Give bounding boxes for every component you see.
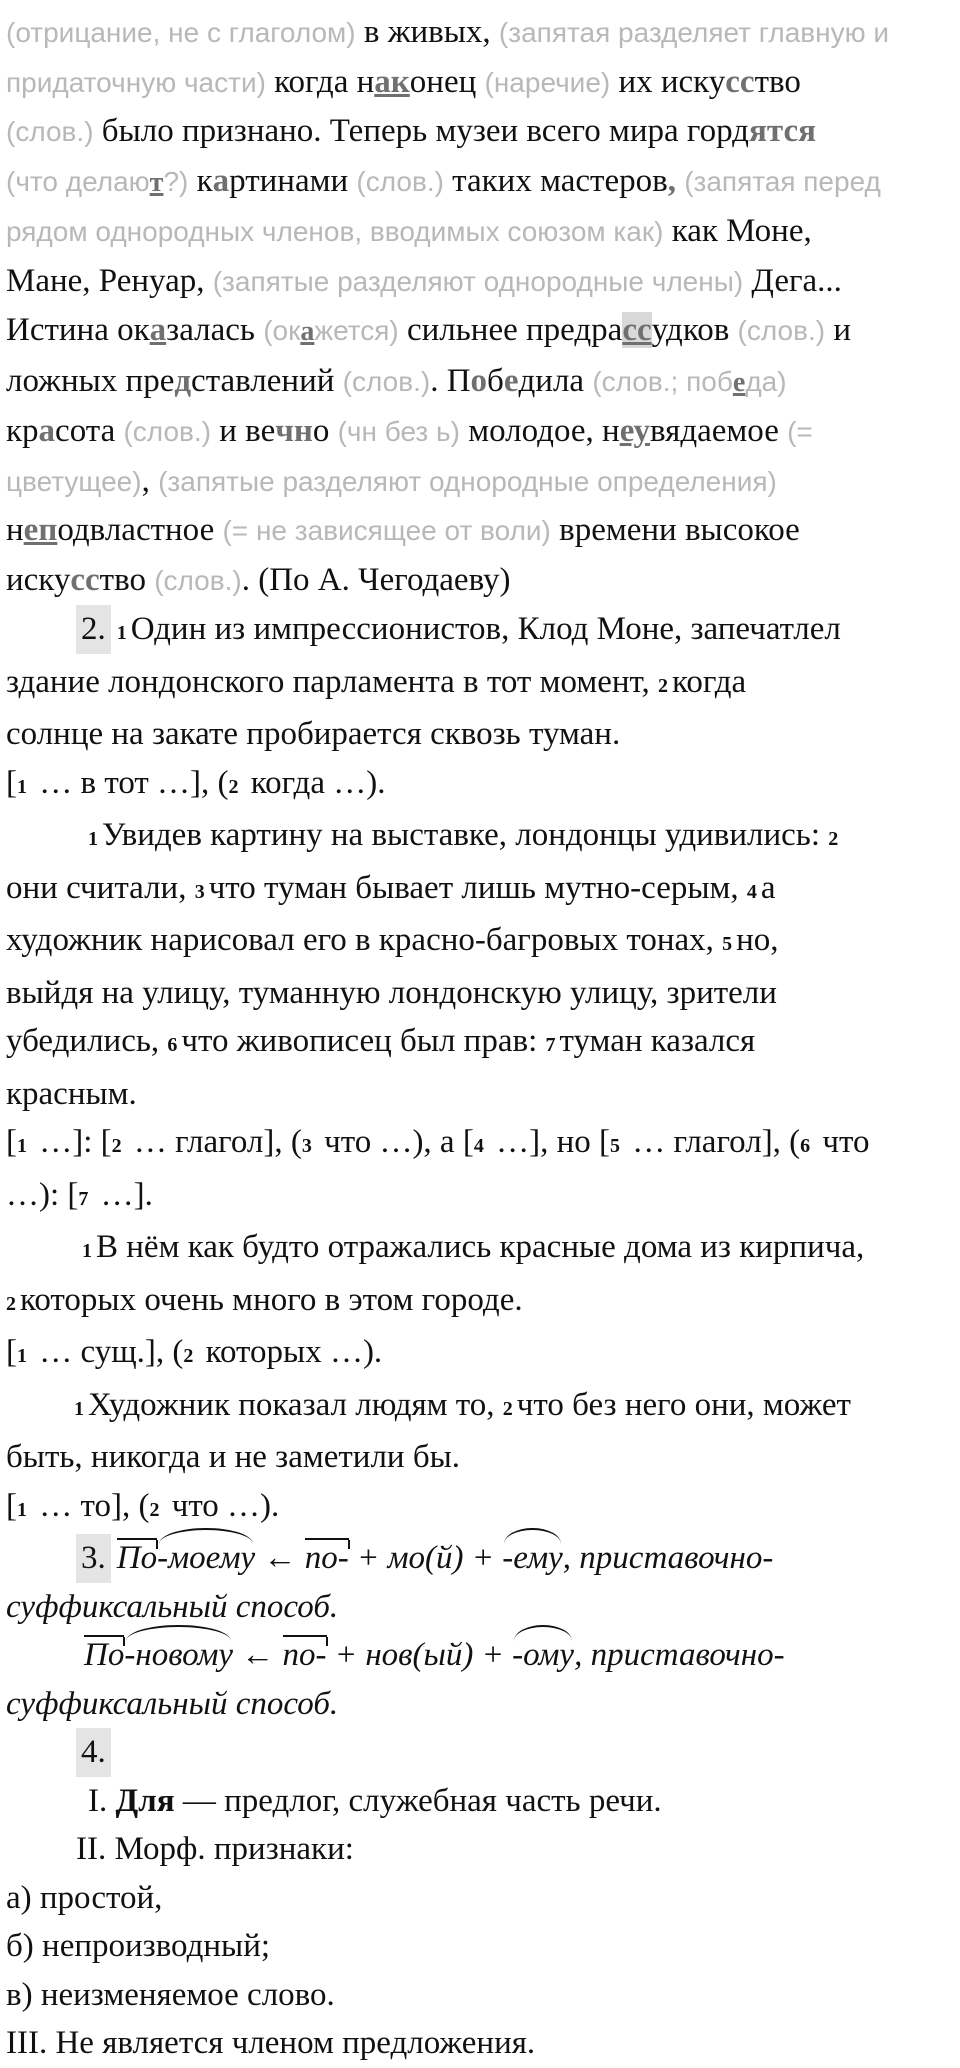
task2-line	[6, 864, 952, 917]
arrow: ←	[233, 1637, 283, 1673]
task-number: 4.	[76, 1728, 111, 1777]
task2-line	[6, 1223, 952, 1276]
text-fragment: времени высокое	[550, 512, 800, 548]
clause-number: 6	[167, 1034, 178, 1056]
text-fragment: удков	[651, 312, 738, 348]
text-fragment: художник нарисовал его в красно-багровых тонах,	[6, 922, 723, 958]
text-fragment: солнце на закате пробирается сквозь туман.	[6, 716, 621, 752]
clause-number: 1	[17, 1135, 27, 1157]
word-analysis-line	[6, 1631, 952, 1680]
text-fragment: б	[487, 362, 504, 399]
clause-number: 1	[17, 775, 27, 798]
text-fragment: здание лондонского парламента в тот момент,	[6, 663, 658, 700]
highlighted-letters: я	[748, 113, 767, 149]
schema-fragment: [	[6, 1334, 17, 1370]
annotation: рядом однородных членов, вводимых союзом как)	[6, 216, 664, 247]
highlighted-letters: тся	[766, 113, 816, 149]
task4-line	[6, 2019, 952, 2068]
annotation: (наречие)	[484, 66, 611, 98]
text-line	[6, 257, 952, 307]
annotation: жется)	[314, 315, 399, 346]
task-number: 3.	[76, 1534, 111, 1583]
text-fragment: к	[188, 162, 213, 199]
schema-fragment: что	[814, 1124, 870, 1160]
text-fragment: таких мастеров	[443, 162, 668, 199]
task2-line	[6, 811, 952, 864]
sentence-schema	[6, 1328, 952, 1381]
word-analysis-line	[6, 1680, 952, 1729]
text-line	[6, 407, 952, 457]
text-fragment: Дега...	[743, 262, 842, 299]
schema-fragment: … глагол], (	[125, 1124, 302, 1160]
annotation: (запятые разделяют однородные определения)	[158, 465, 777, 497]
task2-line	[6, 658, 952, 711]
annotation: (запятая перед	[684, 165, 881, 197]
task4-line	[6, 1825, 952, 1874]
text-fragment: суффиксальный способ.	[6, 1588, 339, 1625]
text-fragment: н	[6, 512, 24, 548]
sentence-schema	[6, 1171, 952, 1224]
clause-number: 3	[194, 880, 205, 903]
annotation: (слов.)	[356, 165, 444, 197]
annotation: (чн без ь)	[337, 416, 460, 447]
clause-number: 2	[828, 828, 839, 850]
highlighted-letters: сс	[725, 63, 755, 100]
clause-number: 6	[800, 1135, 811, 1157]
text-line	[6, 207, 952, 257]
clause-number: 2	[183, 1345, 194, 1367]
clause-number: 2	[228, 775, 239, 798]
sentence-schema	[6, 759, 952, 812]
schema-fragment: … в тот …], (	[31, 764, 229, 801]
prefix-mark: по-	[304, 1540, 349, 1576]
annotation: (что делаю	[6, 165, 150, 197]
task2-line	[6, 1276, 952, 1329]
text-fragment: что живописец был прав:	[181, 1023, 546, 1059]
task2-line	[6, 1433, 952, 1482]
highlighted-letters: а	[38, 413, 56, 449]
annotation: (слов.)	[6, 116, 94, 147]
highlighted-letters: а	[300, 316, 315, 347]
sentence-schema	[6, 1118, 952, 1171]
highlighted-letters: ак	[374, 63, 410, 100]
schema-fragment: …].	[92, 1176, 153, 1213]
task4-line	[6, 1971, 952, 2020]
text-fragment: и	[825, 312, 851, 348]
text-fragment: + нов(ый) +	[326, 1637, 513, 1673]
text-fragment: — предлог, служебная часть речи.	[174, 1782, 662, 1819]
annotation: придаточную части)	[6, 66, 266, 98]
text-fragment: III. Не является членом предложения.	[6, 2025, 536, 2061]
clause-number: 3	[301, 1135, 312, 1157]
text-fragment: которых очень много в этом городе.	[20, 1281, 523, 1318]
text-fragment: б) непроизводный;	[6, 1928, 271, 1964]
highlighted-letters: еу	[619, 413, 651, 449]
task2-line	[6, 969, 952, 1018]
text-line	[6, 306, 952, 357]
text-line	[6, 357, 952, 408]
annotation: да)	[745, 365, 787, 397]
schema-fragment: …]: [	[31, 1124, 112, 1160]
text-fragment: В нём как будто отражались красные дома из кирпича,	[96, 1229, 865, 1265]
task4-line	[6, 1874, 952, 1923]
schema-fragment: … сущ.], (	[31, 1334, 184, 1370]
text-fragment: ложных пре	[6, 362, 175, 399]
text-line	[6, 107, 952, 157]
clause-number: 1	[116, 622, 127, 644]
clause-number: 1	[17, 1345, 27, 1367]
clause-number: 2	[149, 1498, 160, 1521]
clause-number: 7	[78, 1187, 89, 1210]
task-number: 2.	[76, 605, 111, 654]
text-fragment: выйдя на улицу, туманную лондонскую улицу, зрители	[6, 974, 777, 1011]
annotation: (слов.)	[342, 365, 431, 397]
highlighted-letters: е	[503, 362, 519, 399]
highlighted-letters: д	[174, 362, 192, 399]
highlighted-letters: а	[212, 162, 230, 199]
text-fragment: Истина ок	[6, 312, 150, 348]
task2-line	[6, 1381, 952, 1434]
text-fragment: в) неизменяемое слово.	[6, 1976, 335, 2013]
clause-number: 1	[74, 1397, 84, 1420]
clause-number: 7	[545, 1034, 556, 1056]
schema-fragment: … то], (	[31, 1487, 150, 1524]
bold-word: Для	[115, 1782, 175, 1819]
text-line	[6, 8, 952, 58]
text-fragment	[676, 163, 684, 199]
schema-fragment: которых …).	[197, 1334, 383, 1370]
task2-line	[6, 1017, 952, 1070]
text-fragment: иску	[6, 561, 71, 598]
text-line	[6, 506, 952, 556]
text-fragment: красным.	[6, 1075, 137, 1112]
highlighted-letters: чн	[275, 413, 313, 449]
annotation: (слов.)	[737, 315, 826, 346]
task4-line	[6, 1777, 952, 1826]
text-fragment: что без него они, может	[516, 1386, 851, 1423]
text-fragment: их иску	[610, 63, 726, 100]
annotation: (ок	[263, 315, 301, 346]
schema-fragment: [	[6, 1124, 17, 1160]
schema-fragment: …): [	[6, 1176, 79, 1213]
text-fragment: залась	[166, 312, 264, 348]
text-fragment: туман казался	[559, 1023, 756, 1059]
prefix-mark: по-	[282, 1637, 327, 1673]
text-fragment: I.	[88, 1782, 116, 1819]
schema-fragment: … глагол], (	[623, 1124, 801, 1160]
clause-number: 5	[722, 933, 733, 955]
text-fragment: вядаемое	[650, 413, 788, 449]
text-fragment: когда н	[265, 63, 375, 100]
schema-fragment: [	[6, 764, 17, 801]
annotation: (запятая разделяет главную и	[498, 17, 890, 48]
highlighted-letters: сс	[70, 561, 100, 598]
text-fragment: , приставочно-	[574, 1637, 785, 1673]
text-fragment: одвластное	[57, 512, 223, 548]
annotation: (слов.; поб	[592, 365, 733, 397]
text-fragment: . П	[430, 362, 471, 399]
text-fragment: ,	[141, 462, 159, 499]
annotation: ?)	[163, 165, 189, 197]
sentence-schema	[6, 1482, 952, 1535]
text-fragment: кр	[6, 413, 39, 449]
task2-line	[6, 916, 952, 969]
annotation: (запятые разделяют однородные члены)	[212, 265, 744, 297]
highlighted-letters: о	[470, 362, 488, 399]
task2-line	[6, 605, 952, 658]
text-fragment: но,	[736, 922, 779, 958]
text-fragment: быть, никогда и не заметили бы.	[6, 1439, 461, 1475]
text-fragment: Один из импрессионистов, Клод Моне, запечатлел	[130, 611, 841, 647]
text-fragment: тво	[754, 63, 801, 100]
text-fragment: сота	[55, 413, 124, 449]
schema-fragment: что …).	[163, 1487, 280, 1524]
text-fragment: молодое, н	[459, 413, 620, 449]
suffix-arc: -новому	[124, 1631, 233, 1680]
schema-fragment: …], но [	[487, 1124, 610, 1160]
text-line	[6, 457, 952, 507]
highlighted-letters: сс	[622, 312, 652, 348]
text-fragment: о	[312, 413, 338, 449]
clause-number: 1	[82, 1240, 92, 1262]
annotation: (слов.)	[154, 564, 242, 596]
schema-fragment: [	[6, 1487, 17, 1524]
suffix-arc: -ому	[512, 1631, 574, 1680]
highlighted-letters: еп	[23, 512, 58, 548]
prefix-mark: По	[116, 1540, 158, 1576]
clause-number: 2	[6, 1292, 16, 1315]
text-fragment: II. Морф. признаки:	[76, 1831, 354, 1867]
clause-number: 1	[17, 1498, 27, 1521]
clause-number: 2	[111, 1135, 122, 1157]
word-analysis-line	[6, 1534, 952, 1583]
task4-header	[6, 1728, 952, 1777]
suffix-arc: -моему	[157, 1534, 255, 1583]
annotation: (слов.)	[123, 416, 212, 447]
highlighted-letters: а	[149, 312, 167, 348]
arrow: ←	[255, 1540, 305, 1576]
text-fragment: ставлений	[191, 362, 343, 399]
schema-fragment: что …), а [	[315, 1124, 474, 1160]
text-line	[6, 556, 952, 606]
task2-line	[6, 1070, 952, 1119]
clause-number: 2	[657, 674, 668, 697]
prefix-mark: По	[84, 1637, 125, 1673]
annotation: (= не зависящее от воли)	[222, 515, 551, 546]
task2-line	[6, 710, 952, 759]
clause-number: 5	[609, 1135, 620, 1157]
text-fragment: Увидев картину на выставке, лондонцы удивились:	[102, 817, 829, 853]
text-fragment: было признано. Теперь музеи всего мира горд	[93, 113, 749, 149]
text-fragment: ртинами	[229, 162, 357, 199]
clause-number: 1	[88, 828, 98, 850]
text-fragment: Мане, Ренуар,	[6, 262, 213, 299]
text-fragment: , приставочно-	[562, 1540, 774, 1576]
text-fragment: суффиксальный способ.	[6, 1685, 339, 1722]
text-line	[6, 157, 952, 208]
highlighted-letters: е	[732, 366, 746, 398]
clause-number: 2	[502, 1397, 513, 1420]
text-fragment: и ве	[211, 413, 276, 449]
text-fragment: когда	[671, 663, 747, 700]
text-fragment: в живых,	[355, 14, 499, 50]
schema-fragment: когда …).	[242, 764, 386, 801]
task4-line	[6, 1922, 952, 1971]
text-fragment: + мо(й) +	[348, 1540, 503, 1576]
text-fragment: Художник показал людям то,	[88, 1386, 503, 1423]
text-fragment: сильнее предра	[398, 312, 623, 348]
suffix-arc: -ему	[502, 1534, 563, 1583]
text-fragment: . (По А. Чегодаеву)	[241, 561, 511, 598]
text-fragment: тво	[99, 561, 155, 598]
text-fragment: а	[760, 869, 776, 906]
highlighted-comma: ,	[667, 162, 676, 199]
text-fragment: а) простой,	[6, 1879, 163, 1916]
annotation: цветущее)	[6, 465, 142, 497]
text-fragment: онец	[409, 63, 485, 100]
text-fragment: убедились,	[6, 1023, 168, 1059]
clause-number: 4	[746, 880, 757, 903]
text-fragment: как Моне,	[663, 213, 812, 249]
text-fragment: они считали,	[6, 869, 195, 906]
text-fragment: что туман бывает лишь мутно-серым,	[208, 869, 747, 906]
word-analysis-line	[6, 1583, 952, 1632]
annotation: (отрицание, не с глаголом)	[6, 17, 356, 48]
text-fragment: дила	[518, 362, 593, 399]
highlighted-letters: т	[149, 166, 164, 198]
clause-number: 4	[473, 1135, 484, 1157]
annotation: (=	[787, 416, 813, 447]
text-line	[6, 58, 952, 108]
